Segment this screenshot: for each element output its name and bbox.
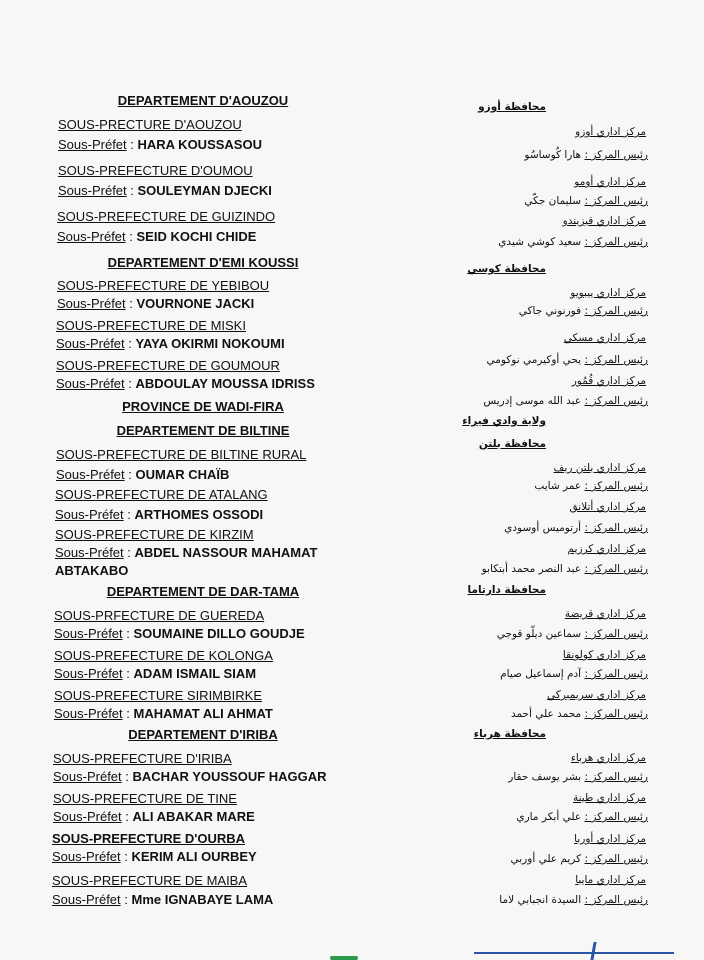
arabic-chief-name: علي أبكر ماري	[516, 811, 582, 823]
arabic-chief-label: رئيس المركز :	[584, 628, 648, 640]
sous-prefecture-title: SOUS-PREFECTURE DE YEBIBOU	[57, 278, 270, 293]
sous-prefecture-title: SOUS-PREFECTURE DE BILTINE RURAL	[56, 447, 307, 462]
sous-prefet-line: Sous-Préfet : SEID KOCHI CHIDE	[57, 229, 257, 244]
sous-prefet-line: Sous-Préfet : HARA KOUSSASOU	[58, 137, 262, 152]
arabic-center-name: مركز اداري هرباء	[570, 752, 646, 764]
sous-prefecture-title: SOUS-PRECTURE D'AOUZOU	[58, 117, 242, 132]
sous-prefet-label: Sous-Préfet	[53, 809, 122, 824]
arabic-department-heading: محافظة أوزو	[478, 101, 546, 113]
department-heading: DEPARTEMENT D'AOUZOU	[117, 93, 289, 108]
arabic-chief-line	[482, 562, 648, 576]
arabic-center-name: مركز اداري كولونقا	[562, 649, 646, 661]
arabic-chief-line	[519, 304, 648, 318]
sous-prefet-label: Sous-Préfet	[57, 229, 126, 244]
arabic-chief-name: أرتوميس أوسودي	[504, 522, 582, 534]
sous-prefet-name: SEID KOCHI CHIDE	[136, 229, 257, 244]
sous-prefet-label: Sous-Préfet	[58, 137, 127, 152]
arabic-chief-name: سماعين ديلّو قوجي	[496, 628, 582, 640]
sous-prefet-line: Sous-Préfet : VOURNONE JACKI	[57, 296, 255, 311]
arabic-chief-label: رئيس المركز :	[584, 708, 648, 720]
arabic-center-name: مركز اداري أتلانق	[569, 501, 646, 513]
arabic-chief-name: عمر شايب	[534, 480, 582, 492]
arabic-center-name: مركز اداري أوزو	[575, 126, 646, 138]
sous-prefet-line: Sous-Préfet : SOUMAINE DILLO GOUDJE	[54, 626, 305, 641]
sous-prefecture-title: SOUS-PREFECTURE SIRIMBIRKE	[54, 688, 263, 703]
arabic-chief-label: رئيس المركز :	[584, 811, 648, 823]
sous-prefet-name: MAHAMAT ALI AHMAT	[133, 706, 273, 721]
sous-prefet-name: VOURNONE JACKI	[136, 296, 255, 311]
sous-prefecture-title: SOUS-PREFECTURE DE KIRZIM	[55, 527, 254, 542]
arabic-chief-line	[511, 852, 649, 866]
arabic-chief-label: رئيس المركز :	[584, 853, 648, 865]
sous-prefet-line: Sous-Préfet : ABDEL NASSOUR MAHAMAT	[55, 545, 318, 560]
sous-prefet-label: Sous-Préfet	[58, 183, 127, 198]
arabic-center-name: مركز اداري قريضة	[564, 608, 646, 620]
sous-prefecture-title: SOUS-PREFECTURE DE ATALANG	[55, 487, 268, 502]
arabic-department-heading: محافظة دارتاما	[467, 584, 546, 596]
blue-stroke-mark	[590, 942, 596, 960]
sous-prefet-label: Sous-Préfet	[56, 376, 125, 391]
arabic-chief-label: رئيس المركز :	[584, 149, 648, 161]
arabic-center-name: مركز اداري مسكي	[563, 332, 646, 344]
arabic-center-name: مركز اداري مايبا	[575, 874, 646, 886]
arabic-center-name: مركز اداري قيزيندو	[562, 215, 646, 227]
department-heading: DEPARTEMENT DE BILTINE	[116, 423, 290, 438]
footer-marks	[0, 944, 704, 960]
sous-prefet-name: SOULEYMAN DJECKI	[137, 183, 272, 198]
department-heading: DEPARTEMENT DE DAR-TAMA	[106, 584, 300, 599]
arabic-chief-label: رئيس المركز :	[584, 522, 648, 534]
arabic-chief-line	[516, 810, 648, 824]
department-heading: DEPARTEMENT D'EMI KOUSSI	[107, 255, 299, 270]
sous-prefet-label: Sous-Préfet	[57, 296, 126, 311]
sous-prefet-name: Mme IGNABAYE LAMA	[131, 892, 274, 907]
blue-line-mark	[474, 952, 674, 954]
sous-prefet-name: ALI ABAKAR MARE	[132, 809, 255, 824]
sous-prefet-line: Sous-Préfet : BACHAR YOUSSOUF HAGGAR	[53, 769, 327, 784]
arabic-chief-label: رئيس المركز :	[584, 563, 648, 575]
arabic-chief-name: آدم إسماعيل صيام	[500, 668, 582, 680]
arabic-chief-name: فورنوني جاكي	[518, 305, 582, 317]
sous-prefet-name-continued: ABTAKABO	[55, 563, 129, 578]
sous-prefet-name: KERIM ALI OURBEY	[131, 849, 257, 864]
sous-prefet-name: ARTHOMES OSSODI	[134, 507, 264, 522]
sous-prefet-line: Sous-Préfet : KERIM ALI OURBEY	[52, 849, 257, 864]
sous-prefet-name: SOUMAINE DILLO GOUDJE	[133, 626, 305, 641]
arabic-chief-label: رئيس المركز :	[584, 395, 648, 407]
sous-prefecture-title: SOUS-PREFECTURE DE GOUMOUR	[56, 358, 280, 373]
arabic-center-name: مركز اداري قُمُور	[571, 375, 646, 387]
sous-prefet-line: Sous-Préfet : YAYA OKIRMI NOKOUMI	[56, 336, 285, 351]
sous-prefet-line: Sous-Préfet : SOULEYMAN DJECKI	[58, 183, 272, 198]
arabic-center-name: مركز اداري ييبويو	[570, 287, 646, 299]
arabic-chief-label: رئيس المركز :	[584, 894, 648, 906]
arabic-chief-line	[499, 893, 648, 907]
arabic-chief-name: بشر يوسف حقار	[508, 771, 582, 783]
sous-prefet-label: Sous-Préfet	[52, 849, 121, 864]
department-heading: PROVINCE DE WADI-FIRA	[122, 399, 284, 414]
sous-prefet-name: ABDEL NASSOUR MAHAMAT	[134, 545, 318, 560]
arabic-chief-label: رئيس المركز :	[584, 354, 648, 366]
sous-prefecture-title: SOUS-PREFECTURE D'IRIBA	[53, 751, 232, 766]
arabic-chief-line	[511, 707, 648, 721]
sous-prefecture-title: SOUS-PREFECTURE DE GUIZINDO	[57, 209, 276, 224]
arabic-chief-line	[500, 667, 648, 681]
sous-prefecture-title: SOUS-PREFECTURE DE MAIBA	[52, 873, 248, 888]
arabic-center-name: مركز اداري سريمبركي	[547, 689, 646, 701]
arabic-chief-line	[498, 235, 648, 249]
arabic-center-name: مركز اداري أومو	[574, 176, 646, 188]
arabic-center-name: مركز اداري طينة	[572, 792, 646, 804]
arabic-chief-name: عبد الله موسى إدريس	[483, 395, 582, 407]
sous-prefet-label: Sous-Préfet	[52, 892, 121, 907]
arabic-chief-name: محمد علي أحمد	[510, 708, 582, 720]
arabic-chief-line	[524, 148, 648, 162]
sous-prefet-label: Sous-Préfet	[56, 467, 125, 482]
sous-prefet-line: Sous-Préfet : ABDOULAY MOUSSA IDRISS	[56, 376, 315, 391]
arabic-chief-label: رئيس المركز :	[584, 480, 648, 492]
sous-prefet-label: Sous-Préfet	[54, 666, 123, 681]
sous-prefet-name: OUMAR CHAÏB	[135, 467, 230, 482]
arabic-chief-line	[508, 770, 648, 784]
sous-prefecture-title: SOUS-PREFECTURE D'OURBA	[52, 831, 246, 846]
arabic-chief-line	[504, 521, 648, 535]
arabic-chief-name: هارا كُوساسُو	[524, 149, 582, 161]
arabic-department-heading: محافظة بلتن	[478, 438, 546, 450]
sous-prefecture-title: SOUS-PREFECTURE D'OUMOU	[58, 163, 253, 178]
arabic-center-name: مركز اداري بلتن ريف	[553, 462, 646, 474]
sous-prefet-label: Sous-Préfet	[54, 706, 123, 721]
arabic-chief-line	[534, 479, 648, 493]
arabic-department-heading: محافظة كوسي	[467, 263, 546, 275]
sous-prefecture-title: SOUS-PREFECTURE DE TINE	[53, 791, 237, 806]
arabic-chief-label: رئيس المركز :	[584, 236, 648, 248]
arabic-chief-label: رئيس المركز :	[584, 771, 648, 783]
arabic-chief-label: رئيس المركز :	[584, 668, 648, 680]
sous-prefet-line: Sous-Préfet : Mme IGNABAYE LAMA	[52, 892, 274, 907]
sous-prefet-line: Sous-Préfet : ADAM ISMAIL SIAM	[54, 666, 257, 681]
sous-prefet-label: Sous-Préfet	[55, 545, 124, 560]
sous-prefet-label: Sous-Préfet	[56, 336, 125, 351]
sous-prefet-line: Sous-Préfet : ARTHOMES OSSODI	[55, 507, 264, 522]
arabic-chief-name: سليمان جكّي	[524, 195, 582, 207]
sous-prefet-label: Sous-Préfet	[54, 626, 123, 641]
arabic-center-name: مركز اداري كرزيم	[567, 543, 646, 555]
arabic-center-name: مركز اداري أوربا	[574, 833, 646, 845]
sous-prefecture-title: SOUS-PREFECTURE DE KOLONGA	[54, 648, 273, 663]
sous-prefecture-title: SOUS-PREFECTURE DE MISKI	[56, 318, 246, 333]
sous-prefet-line: Sous-Préfet : ALI ABAKAR MARE	[53, 809, 255, 824]
sous-prefet-name: ABDOULAY MOUSSA IDRISS	[135, 376, 315, 391]
sous-prefet-label: Sous-Préfet	[55, 507, 124, 522]
sous-prefet-name: HARA KOUSSASOU	[137, 137, 262, 152]
green-mark	[330, 956, 358, 960]
arabic-chief-line	[497, 627, 648, 641]
arabic-chief-name: السيدة انجبابي لاما	[499, 894, 582, 906]
sous-prefet-name: BACHAR YOUSSOUF HAGGAR	[132, 769, 327, 784]
arabic-department-heading: ولاية وادي فيراء	[462, 415, 546, 427]
arabic-chief-name: عبد النصر محمد أبتكابو	[481, 563, 582, 575]
arabic-chief-line	[487, 353, 649, 367]
arabic-chief-line	[483, 394, 648, 408]
arabic-chief-label: رئيس المركز :	[584, 305, 648, 317]
arabic-chief-line	[524, 194, 648, 208]
arabic-chief-name: يحي أوكيرمي نوكومي	[486, 354, 582, 366]
sous-prefet-name: YAYA OKIRMI NOKOUMI	[135, 336, 285, 351]
arabic-chief-label: رئيس المركز :	[584, 195, 648, 207]
arabic-department-heading: محافظة هرباء	[473, 728, 546, 740]
sous-prefet-line: Sous-Préfet : OUMAR CHAÏB	[56, 467, 230, 482]
sous-prefet-line: Sous-Préfet : MAHAMAT ALI AHMAT	[54, 706, 273, 721]
department-heading: DEPARTEMENT D'IRIBA	[128, 727, 278, 742]
sous-prefet-label: Sous-Préfet	[53, 769, 122, 784]
sous-prefet-name: ADAM ISMAIL SIAM	[133, 666, 257, 681]
arabic-chief-name: سعيد كوشي شيدي	[498, 236, 582, 248]
sous-prefecture-title: SOUS-PRFECTURE DE GUEREDA	[54, 608, 265, 623]
arabic-chief-name: كريم علي أوربي	[510, 853, 582, 865]
